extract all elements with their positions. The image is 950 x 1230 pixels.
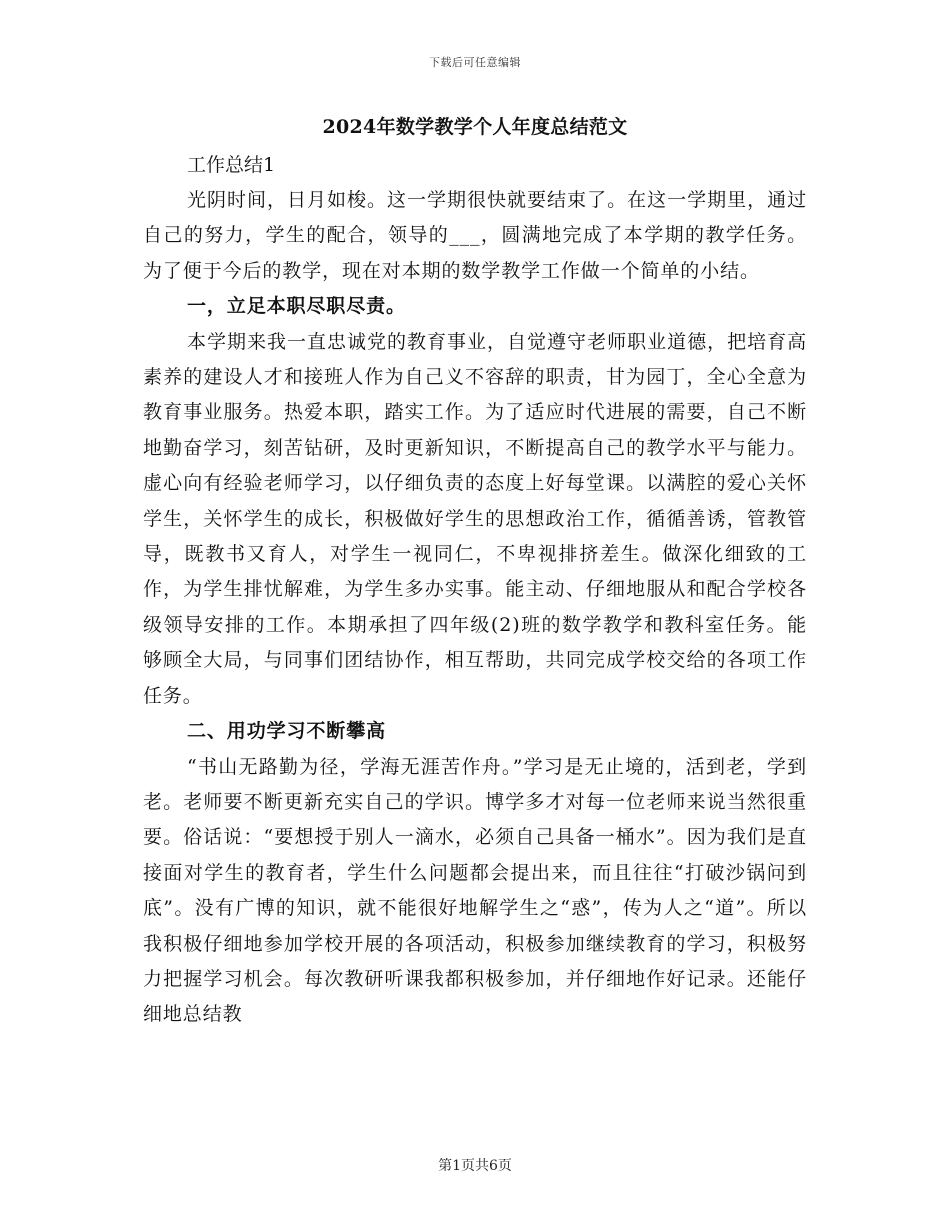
header-note: 下载后可任意编辑 <box>429 56 521 69</box>
document-title: 2024年数学教学个人年度总结范文 <box>322 116 628 138</box>
heading-section-2: 二、用功学习不断攀高 <box>187 720 387 743</box>
paragraph-section-2: “书山无路勤为径，学海无涯苦作舟。”学习是无止境的，活到老，学到老。老师要不断更新充实自己的学识。博学多才对每一位老师来说当然很重要。俗话说：“要想授于别人一滴水，必须自己具备一桶水”。因为我们是直接面对学生的教育者，学生什么问题都会提出来，而且往往“打破沙锅问到底”。没有广博的知识，就不能很好地解学生之“惑”，传为人之“道”。所以我积极仔细地参加学校开展的各项活动，积极参加继续教育的学习，积极努力把握学习机会。每次教研听课我都积极参加，并仔细地作好记录。还能仔细地总结教 <box>143 755 807 1026</box>
document-body <box>143 112 807 1033</box>
paragraph-section-1: 本学期来我一直忠诚党的教育事业，自觉遵守老师职业道德，把培育高素养的建设人才和接班人作为自己义不容辞的职责，甘为园丁，全心全意为教育事业服务。热爱本职，踏实工作。为了适应时代进展的需要，自己不断地勤奋学习，刻苦钻研，及时更新知识，不断提高自己的教学水平与能力。虚心向有经验老师学习，以仔细负责的态度上好每堂课。以满腔的爱心关怀学生，关怀学生的成长，积极做好学生的思想政治工作，循循善诱，管教管导，既教书又育人，对学生一视同仁，不卑视排挤差生。做深化细致的工作，为学生排忧解难，为学生多办实事。能主动、仔细地服从和配合学校各级领导安排的工作。本期承担了四年级(2)班的数学教学和教科室任务。能够顾全大局，与同事们团结协作，相互帮助，共同完成学校交给的各项工作任务。 <box>143 330 807 707</box>
page-footer: 第1页共6页 <box>438 1158 512 1174</box>
paragraph-intro: 光阴时间，日月如梭。这一学期很快就要结束了。在这一学期里，通过自己的努力，学生的配合，领导的___，圆满地完成了本学期的教学任务。为了便于今后的教学，现在对本期的数学教学工作做一个简单的小结。 <box>143 189 807 282</box>
heading-section-1: 一，立足本职尽职尽责。 <box>187 295 406 318</box>
section-subtitle: 工作总结1 <box>187 154 276 176</box>
